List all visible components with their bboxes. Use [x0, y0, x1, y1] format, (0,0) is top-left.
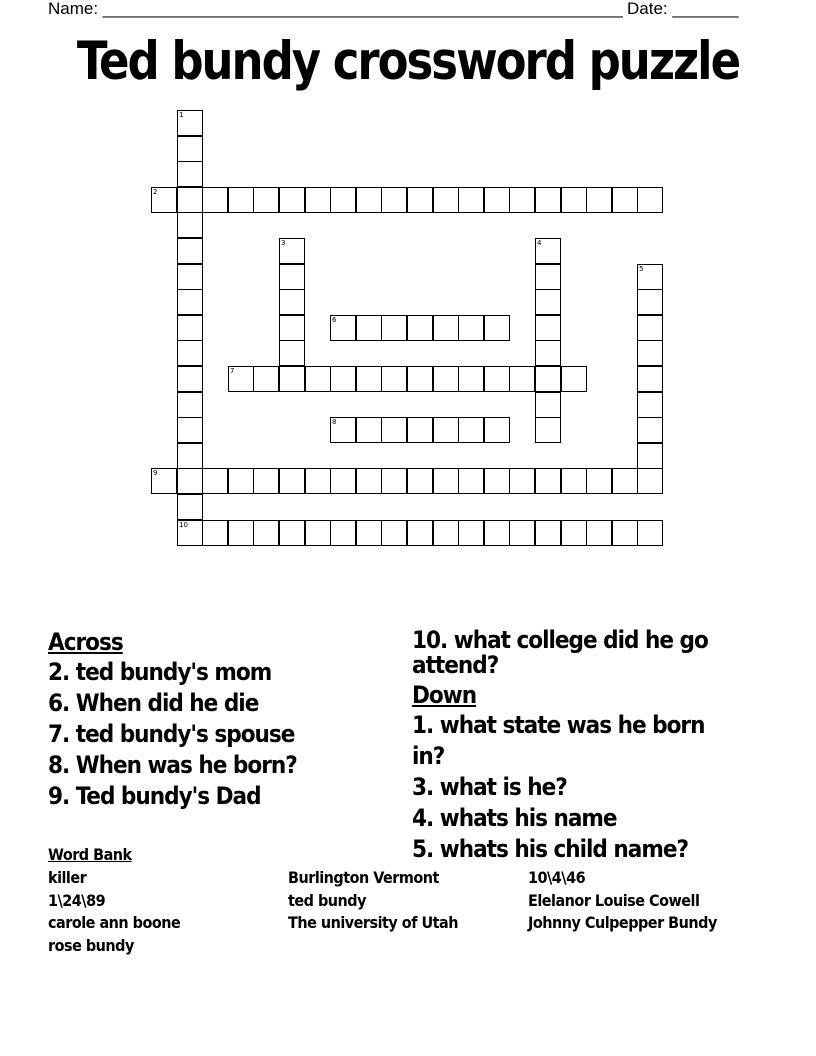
grid-cell[interactable] — [433, 468, 459, 494]
grid-cell[interactable] — [535, 417, 561, 443]
word-bank-column — [48, 867, 180, 957]
grid-cell[interactable] — [177, 340, 203, 366]
clue-across-6: 6. When did he die — [48, 689, 259, 717]
grid-cell[interactable] — [535, 520, 561, 546]
grid-cell[interactable] — [330, 468, 356, 494]
grid-cell[interactable] — [305, 520, 331, 546]
word-bank-word: rose bundy — [48, 935, 134, 955]
grid-cell[interactable] — [253, 366, 279, 392]
grid-cell[interactable] — [381, 315, 407, 341]
clue-across-10: 10. what college did he go attend? — [412, 626, 708, 679]
grid-cell[interactable] — [407, 187, 433, 213]
grid-cell[interactable] — [637, 443, 663, 469]
word-bank-word: Burlington Vermont — [288, 868, 439, 887]
grid-cell[interactable] — [484, 468, 510, 494]
grid-cell[interactable] — [535, 468, 561, 494]
grid-cell[interactable] — [381, 187, 407, 213]
word-bank-word: 1\24\89 — [48, 890, 106, 910]
clue-down-1: 1. what state was he born in? — [412, 711, 705, 770]
grid-cell[interactable] — [177, 443, 203, 469]
grid-cell[interactable] — [458, 520, 484, 546]
grid-cell[interactable] — [484, 315, 510, 341]
grid-cell[interactable] — [509, 468, 535, 494]
cell-number: 4 — [537, 239, 542, 247]
grid-cell[interactable] — [228, 366, 254, 392]
grid-cell[interactable] — [561, 468, 587, 494]
grid-cell[interactable] — [637, 366, 663, 392]
grid-cell[interactable] — [433, 315, 459, 341]
grid-cell[interactable] — [458, 468, 484, 494]
grid-cell[interactable] — [305, 187, 331, 213]
grid-cell[interactable] — [253, 520, 279, 546]
grid-cell[interactable] — [279, 520, 305, 546]
grid-cell[interactable] — [586, 187, 612, 213]
grid-cell[interactable] — [509, 520, 535, 546]
grid-cell[interactable] — [177, 468, 203, 494]
grid-cell[interactable] — [381, 520, 407, 546]
grid-cell[interactable] — [561, 187, 587, 213]
cell-number: 7 — [230, 367, 235, 375]
grid-cell[interactable] — [637, 468, 663, 494]
grid-cell[interactable] — [407, 520, 433, 546]
grid-cell[interactable] — [177, 238, 203, 264]
grid-cell[interactable] — [637, 289, 663, 315]
cell-number: 5 — [639, 265, 644, 273]
grid-cell[interactable] — [177, 161, 203, 187]
cell-number: 10 — [179, 521, 188, 529]
grid-cell[interactable] — [177, 392, 203, 418]
grid-cell[interactable] — [612, 187, 638, 213]
grid-cell[interactable] — [356, 417, 382, 443]
grid-cell[interactable] — [484, 366, 510, 392]
grid-cell[interactable] — [253, 468, 279, 494]
grid-cell[interactable] — [202, 468, 228, 494]
word-bank-word: killer — [48, 868, 87, 887]
grid-cell[interactable] — [279, 340, 305, 366]
grid-cell[interactable] — [330, 417, 356, 443]
grid-cell[interactable] — [637, 392, 663, 418]
down-heading: Down — [412, 681, 477, 709]
grid-cell[interactable] — [381, 468, 407, 494]
grid-cell[interactable] — [177, 315, 203, 341]
grid-cell[interactable] — [612, 468, 638, 494]
grid-cell[interactable] — [177, 366, 203, 392]
grid-cell[interactable] — [535, 366, 561, 392]
clue-down-4: 4. whats his name — [412, 804, 617, 832]
grid-cell[interactable] — [433, 187, 459, 213]
word-bank-heading: Word Bank — [48, 845, 132, 864]
grid-cell[interactable] — [484, 520, 510, 546]
grid-cell[interactable] — [305, 468, 331, 494]
clue-across-7: 7. ted bundy's spouse — [48, 720, 295, 748]
word-bank-column — [288, 867, 458, 935]
grid-cell[interactable] — [202, 520, 228, 546]
across-heading: Across — [48, 628, 123, 656]
grid-cell[interactable] — [535, 392, 561, 418]
clue-across-8: 8. When was he born? — [48, 751, 297, 779]
grid-cell[interactable] — [228, 468, 254, 494]
grid-cell[interactable] — [253, 187, 279, 213]
clue-down-5: 5. whats his child name? — [412, 835, 689, 863]
grid-cell[interactable] — [637, 187, 663, 213]
grid-cell[interactable] — [535, 315, 561, 341]
grid-cell[interactable] — [356, 468, 382, 494]
cell-number: 8 — [332, 418, 337, 426]
grid-cell[interactable] — [177, 187, 203, 213]
grid-cell[interactable] — [535, 187, 561, 213]
cell-number: 9 — [153, 469, 158, 477]
grid-cell[interactable] — [177, 212, 203, 238]
grid-cell[interactable] — [279, 264, 305, 290]
page-title: Ted bundy crossword puzzle — [76, 30, 740, 92]
grid-cell[interactable] — [561, 520, 587, 546]
grid-cell[interactable] — [637, 340, 663, 366]
grid-cell[interactable] — [177, 136, 203, 162]
grid-cell[interactable] — [330, 187, 356, 213]
grid-cell[interactable] — [561, 366, 587, 392]
grid-cell[interactable] — [458, 315, 484, 341]
grid-cell[interactable] — [279, 289, 305, 315]
grid-cell[interactable] — [279, 187, 305, 213]
grid-cell[interactable] — [381, 417, 407, 443]
cell-number: 2 — [153, 188, 158, 196]
grid-cell[interactable] — [228, 187, 254, 213]
grid-cell[interactable] — [535, 238, 561, 264]
grid-cell[interactable] — [279, 366, 305, 392]
grid-cell[interactable] — [407, 366, 433, 392]
word-bank-word: carole ann boone — [48, 913, 181, 932]
grid-cell[interactable] — [433, 417, 459, 443]
grid-cell[interactable] — [279, 238, 305, 264]
right-clue-column — [412, 628, 742, 865]
clue-down-3: 3. what is he? — [412, 773, 567, 801]
grid-cell[interactable] — [535, 340, 561, 366]
grid-cell[interactable] — [279, 315, 305, 341]
grid-cell[interactable] — [279, 468, 305, 494]
word-bank-word: The university of Utah — [288, 913, 458, 932]
cell-number: 3 — [281, 239, 286, 247]
grid-cell[interactable] — [177, 110, 203, 136]
grid-cell[interactable] — [612, 520, 638, 546]
grid-cell[interactable] — [330, 520, 356, 546]
grid-cell[interactable] — [151, 187, 177, 213]
cell-number: 6 — [332, 316, 337, 324]
grid-cell[interactable] — [433, 520, 459, 546]
grid-cell[interactable] — [228, 520, 254, 546]
date-field-line[interactable]: Date: _______ — [627, 0, 739, 18]
grid-cell[interactable] — [458, 187, 484, 213]
word-bank-word: 10\4\46 — [528, 868, 586, 887]
grid-cell[interactable] — [484, 417, 510, 443]
clue-across-9: 9. Ted bundy's Dad — [48, 782, 261, 810]
grid-cell[interactable] — [356, 366, 382, 392]
grid-cell[interactable] — [586, 520, 612, 546]
grid-cell[interactable] — [177, 520, 203, 546]
grid-cell[interactable] — [535, 264, 561, 290]
grid-cell[interactable] — [356, 315, 382, 341]
grid-cell[interactable] — [381, 366, 407, 392]
grid-cell[interactable] — [458, 366, 484, 392]
grid-cell[interactable] — [586, 468, 612, 494]
grid-cell[interactable] — [484, 187, 510, 213]
grid-cell[interactable] — [433, 366, 459, 392]
grid-cell[interactable] — [637, 315, 663, 341]
name-field-line[interactable]: Name: _______________________________________________________ — [48, 0, 623, 18]
grid-cell[interactable] — [407, 315, 433, 341]
word-bank-word: Johnny Culpepper Bundy — [528, 913, 717, 932]
grid-cell[interactable] — [330, 315, 356, 341]
grid-cell[interactable] — [177, 494, 203, 520]
grid-cell[interactable] — [509, 187, 535, 213]
word-bank-word: ted bundy — [288, 890, 366, 910]
word-bank-word: Elelanor Louise Cowell — [528, 890, 700, 910]
grid-cell[interactable] — [177, 289, 203, 315]
across-clues — [48, 628, 388, 812]
grid-cell[interactable] — [356, 520, 382, 546]
grid-cell[interactable] — [637, 264, 663, 290]
clue-across-2: 2. ted bundy's mom — [48, 658, 272, 686]
grid-cell[interactable] — [177, 417, 203, 443]
grid-cell[interactable] — [407, 417, 433, 443]
grid-cell[interactable] — [151, 468, 177, 494]
grid-cell[interactable] — [535, 289, 561, 315]
grid-cell[interactable] — [509, 366, 535, 392]
grid-cell[interactable] — [407, 468, 433, 494]
grid-cell[interactable] — [202, 187, 228, 213]
word-bank-column — [528, 867, 717, 935]
grid-cell[interactable] — [637, 417, 663, 443]
grid-cell[interactable] — [458, 417, 484, 443]
grid-cell[interactable] — [330, 366, 356, 392]
cell-number: 1 — [179, 111, 184, 119]
grid-cell[interactable] — [177, 264, 203, 290]
grid-cell[interactable] — [637, 520, 663, 546]
grid-cell[interactable] — [356, 187, 382, 213]
grid-cell[interactable] — [305, 366, 331, 392]
